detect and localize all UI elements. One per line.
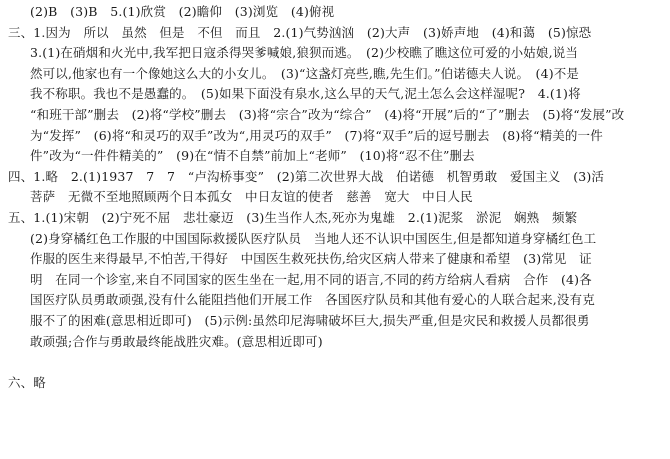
section-3-line-5: “和班干部”删去 (2)将“学校”删去 (3)将“宗合”改为“综合” (4)将“开展”后的“了”删去 (5)将“发展”改 <box>30 106 625 122</box>
section-5-line-4: 明 在同一个诊室,来自不同国家的医生坐在一起,用不同的语言,不同的药方给病人看病 合作 (4)各 <box>30 271 592 287</box>
section-4-line-1: 四、1.略 2.(1)1937 7 7 “卢沟桥事变” (2)第二次世界大战 伯诺德 机智勇敢 爱国主义 (3)活 <box>8 168 605 184</box>
section-3-line-3: 然可以,他家也有一个像她这么大的小女儿。 (3)“这盏灯亮些,瞧,先生们。”伯诺德夫人说。 (4)不是 <box>30 65 580 81</box>
section-3-line-6: 为“发挥” (6)将“和灵巧的双手”改为“,用灵巧的双手” (7)将“双手”后的逗号删去 (8)将“精美的一件 <box>30 127 603 143</box>
section-3-line-7: 件”改为“一件件精美的” (9)在“情不自禁”前加上“老师” (10)将“忍不住”删去 <box>30 148 475 164</box>
section-3-line-2: 3.(1)在硝烟和火光中,我军把日寇杀得哭爹喊娘,狼狈而逃。 (2)少校瞧了瞧这位可爱的小姑娘,说当 <box>30 45 579 61</box>
section-5-line-7: 敢顽强;合作与勇敢最终能战胜灾难。(意思相近即可) <box>30 333 323 349</box>
blank-spacer-line <box>8 352 660 373</box>
answer-line-1: (2)B (3)B 5.(1)欣赏 (2)瞻仰 (3)浏览 (4)俯视 <box>30 4 335 19</box>
section-4-line-2: 菩萨 无微不至地照顾两个日本孤女 中日友谊的使者 慈善 宽大 中日人民 <box>30 189 473 205</box>
section-6-line-1: 六、略 <box>8 374 46 390</box>
section-5-line-2: (2)身穿橘红色工作服的中国国际救援队医疗队员 当地人还不认识中国医生,但是都知道身穿橘红色工 <box>30 230 597 246</box>
section-3-line-1: 三、1.因为 所以 虽然 但是 不但 而且 2.(1)气势汹汹 (2)大声 (3)娇声地 (4)和蔼 (5)惊恐 <box>8 24 592 40</box>
section-5-line-5: 国医疗队员勇敢顽强,没有什么能阻挡他们开展工作 各国医疗队员和其他有爱心的人联合起来,没有克 <box>30 292 595 308</box>
section-5-line-1: 五、1.(1)宋朝 (2)宁死不屈 悲壮豪迈 (3)生当作人杰,死亦为鬼雄 2.(1)泥浆 淤泥 娴熟 频繁 <box>8 209 578 225</box>
section-3-line-4: 我不称职。我也不是愚蠢的。 (5)如果下面没有泉水,这么早的天气,泥土怎么会这样湿呢? 4.(1)将 <box>30 86 581 102</box>
section-5-line-6: 服不了的困难(意思相近即可) (5)示例:虽然印尼海啸破坏巨大,损失严重,但是灾民和救援人员都很勇 <box>30 312 590 328</box>
section-5-line-3: 作服的医生来得最早,不怕苦,干得好 中国医生救死扶伤,给灾区病人带来了健康和希望 (3)常见 证 <box>30 251 592 267</box>
